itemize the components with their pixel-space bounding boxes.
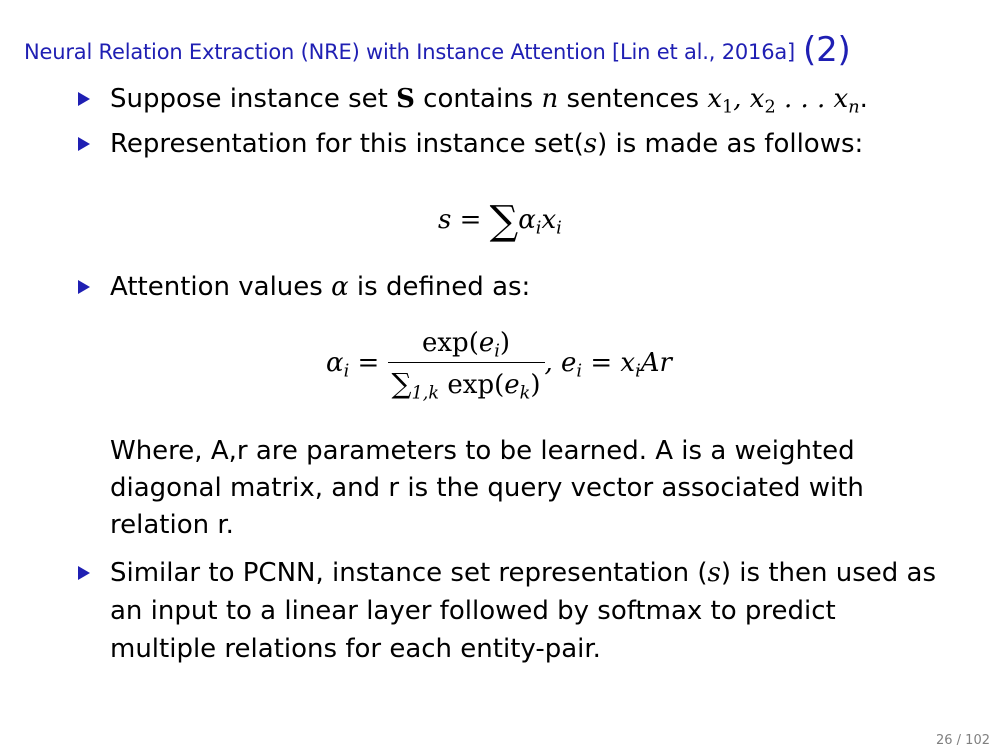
bullet-text-1 <box>110 80 868 118</box>
eq1-sum: ∑ <box>489 198 519 244</box>
eq2-num-i: i <box>494 341 500 362</box>
eq2-den-sub: 1,k <box>411 383 440 404</box>
bullet1-dots: . . . x <box>775 84 849 114</box>
eq2-den-k: k <box>519 383 531 404</box>
bullet3-post: is defined as: <box>348 272 531 302</box>
eq2-tail-i: i <box>576 361 583 382</box>
eq2-tail-ar: Ar <box>640 348 672 378</box>
bullet1-mid: contains <box>414 84 542 114</box>
bullet2-s-symbol: s <box>583 129 598 159</box>
slide-title-part: (2) <box>803 30 851 70</box>
bullet1-sep: , x <box>733 84 765 114</box>
bullet1-n-symbol: n <box>541 84 559 114</box>
eq2-num-close: ) <box>499 328 511 358</box>
eq2-den-close: ) <box>530 370 541 400</box>
bullet1-subn: n <box>848 97 860 118</box>
slide-title-text: Neural Relation Extraction (NRE) with Instance Attention [Lin et al., 2016a] <box>24 40 796 64</box>
eq2-tail-eq: = x <box>582 348 636 378</box>
eq2-tail-i2: i <box>635 361 641 382</box>
bullet-text-2 <box>110 125 863 163</box>
page-number: 26 / 102 <box>936 733 990 748</box>
bullet3-alpha: α <box>331 272 349 302</box>
eq2-den-exp: exp( <box>439 370 505 400</box>
bullet1-pre: Suppose instance set <box>110 84 397 114</box>
eq2-numerator <box>388 328 545 363</box>
eq2-num-exp: exp( <box>422 328 479 358</box>
bullet-triangle-icon <box>78 280 90 294</box>
bullet4-post: ) is then used as an input to a linear layer followed by softmax to predict multiple relations for each entity-pair. <box>110 558 936 664</box>
bullet-text-3 <box>110 268 530 306</box>
equation-attention <box>326 328 672 404</box>
bullet2-pre: Representation for this instance set( <box>110 129 584 159</box>
bullet1-sub2: 2 <box>764 97 776 118</box>
slide-title <box>24 28 851 68</box>
bullet4-s-symbol: s <box>707 558 721 588</box>
bullet-text-4 <box>110 554 940 668</box>
equation-representation <box>438 192 562 244</box>
eq1-lhs: s = <box>438 205 490 235</box>
eq1-alpha: α <box>518 205 536 235</box>
eq1-i2: i <box>556 218 562 239</box>
bullet1-set-symbol: S <box>396 84 415 114</box>
eq1-x: x <box>541 205 557 235</box>
bullet1-sub1: 1 <box>721 97 734 118</box>
bullet3-pre: Attention values <box>110 272 332 302</box>
bullet2-post: ) is made as follows: <box>597 129 864 159</box>
eq1-i1: i <box>535 218 542 239</box>
eq2-num-e: e <box>478 328 495 358</box>
eq2-fraction <box>388 328 545 404</box>
bullet4-pre: Similar to PCNN, instance set representation ( <box>110 558 708 588</box>
eq2-lhs-alpha: α <box>326 348 344 378</box>
bullet1-seq: x <box>707 84 722 114</box>
eq2-denominator <box>388 363 545 404</box>
eq2-lhs-i: i <box>343 361 350 382</box>
eq2-den-sum: ∑ <box>391 367 412 400</box>
parameter-description: Where, A,r are parameters to be learned. A is a weighted diagonal matrix, and r is the query vector associated with relation r. <box>110 436 864 540</box>
bullet-triangle-icon <box>78 566 90 580</box>
bullet-triangle-icon <box>78 92 90 106</box>
bullet1-post: sentences <box>558 84 708 114</box>
eq2-den-e: e <box>504 370 520 400</box>
eq2-tail: , e <box>544 348 577 378</box>
eq2-equals: = <box>349 348 388 378</box>
bullet1-end: . <box>859 84 868 114</box>
bullet-triangle-icon <box>78 137 90 151</box>
